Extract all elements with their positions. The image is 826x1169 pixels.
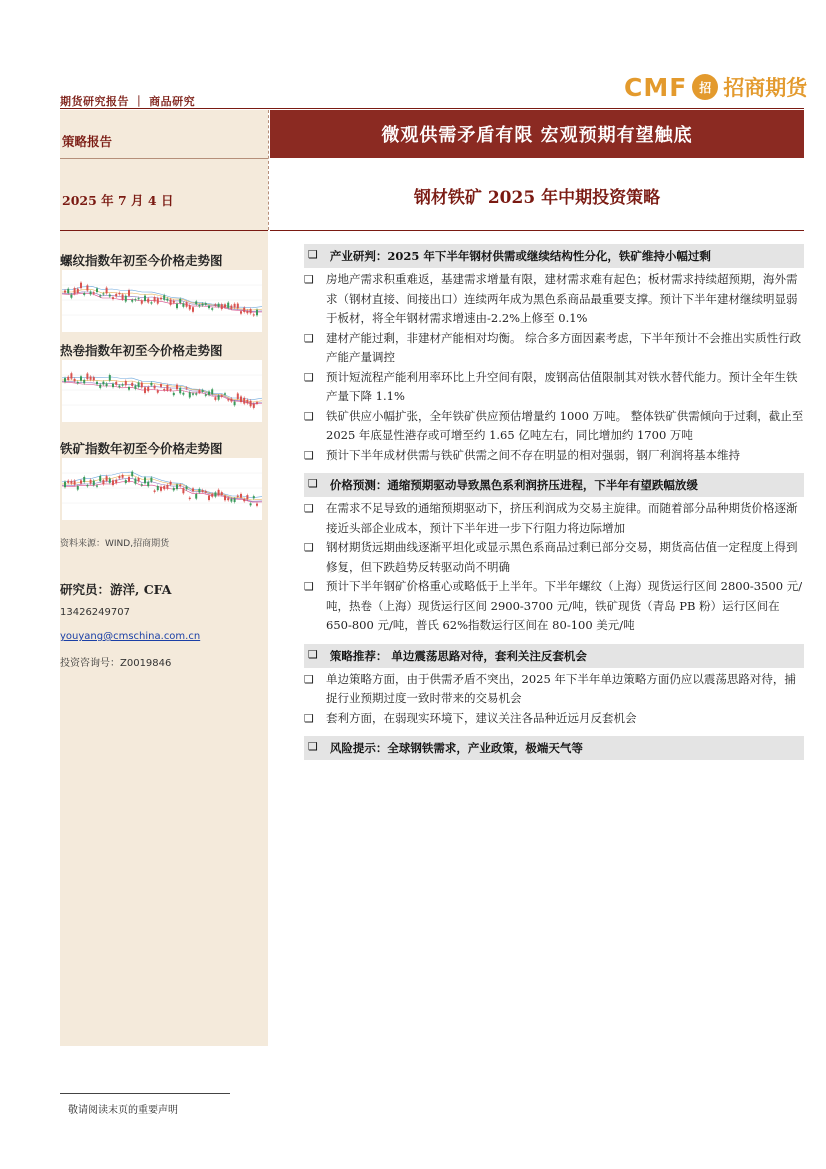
candle-body (86, 285, 88, 290)
analyst-name: 研究员：游洋, CFA (60, 582, 172, 597)
candle-body (186, 487, 188, 490)
candle-body (67, 289, 69, 293)
candle-body (138, 298, 140, 299)
analyst-license: 投资咨询号：Z0019846 (60, 658, 172, 669)
header-rule (60, 108, 804, 109)
list-item-text: 建材产能过剩，非建材产能相对均衡。 综合多方面因素考虑，下半年预计不会推出实质性行政产能产量调控 (326, 330, 802, 364)
report-type: 策略报告 (62, 134, 113, 149)
candle-body (99, 295, 101, 296)
footer-rule (60, 1093, 230, 1094)
candle-body (74, 288, 76, 294)
candle-body (125, 480, 127, 483)
candle-body (202, 490, 204, 492)
candle-body (240, 311, 242, 313)
candle-body (253, 404, 255, 408)
candle-body (163, 389, 165, 390)
candle-body (179, 299, 181, 303)
checkbox-bullet-icon: ❑ (304, 331, 314, 345)
candle-body (189, 392, 191, 397)
candle-body (147, 482, 149, 486)
candle-body (118, 386, 120, 388)
candle-body (173, 488, 175, 490)
candle-body (150, 478, 152, 482)
checkbox-bullet-icon: ❑ (304, 580, 314, 593)
candle-body (112, 480, 114, 485)
candle-body (122, 384, 124, 385)
candle-body (189, 305, 191, 309)
candle-body (80, 376, 82, 380)
candle-body (99, 476, 101, 481)
candle-body (138, 478, 140, 481)
section-heading (304, 244, 804, 268)
candle-body (202, 390, 204, 392)
candle-body (154, 386, 156, 389)
candle-body (64, 378, 66, 382)
candle-body (218, 396, 220, 400)
candle-body (240, 494, 242, 498)
candle-body (109, 478, 111, 482)
candle-body (64, 291, 66, 293)
candle-body (166, 485, 168, 489)
candle-body (106, 476, 108, 481)
candle-body (83, 293, 85, 295)
candle-body (227, 399, 229, 400)
candle-body (83, 477, 85, 482)
candle-body (179, 485, 181, 487)
checkbox-bullet-icon: ❑ (304, 711, 314, 725)
analyst-email-link[interactable]: youyang@cmschina.com.cn (60, 631, 201, 642)
section-heading-text: 策略推荐： 单边震荡思路对待，套利关注反套机会 (329, 648, 587, 663)
candle-body (243, 398, 245, 404)
candle-body (237, 393, 239, 398)
hrc-price-chart (62, 360, 262, 422)
candle-body (170, 482, 172, 485)
list-item-text: 钢材期货远期曲线逐渐平坦化或显示黑色系商品过剩已部分交易，期货高估值一定程度上得到修复，但下跌趋势反转驱动尚不明确 (326, 540, 798, 574)
checkbox-bullet-icon: ❑ (308, 647, 318, 661)
candle-body (70, 481, 72, 484)
candle-body (208, 306, 210, 308)
candle-body (246, 400, 248, 403)
candle-body (112, 297, 114, 299)
candle-body (256, 310, 258, 316)
hrc-chart-title: 热卷指数年初至今价格走势图 (60, 343, 223, 358)
checkbox-bullet-icon: ❑ (304, 502, 314, 515)
candle-body (230, 499, 232, 502)
sidebar-divider (60, 158, 268, 159)
report-title: 微观供需矛盾有限 宏观预期有望触底 (270, 110, 804, 158)
candle-body (67, 481, 69, 483)
candle-body (234, 499, 236, 502)
brand-logo (624, 72, 807, 102)
candle-body (67, 377, 69, 380)
candle-body (147, 299, 149, 303)
candle-body (125, 296, 127, 302)
candle-body (80, 480, 82, 483)
candle-body (118, 293, 120, 294)
candle-body (237, 304, 239, 309)
candle-body (176, 385, 178, 390)
candle-body (186, 388, 188, 389)
checkbox-bullet-icon: ❑ (304, 448, 314, 462)
candle-body (150, 302, 152, 303)
candle-body (70, 295, 72, 298)
candle-body (173, 393, 175, 395)
list-item-text: 套利方面，在弱现实环境下，建议关注各品种近远月反套机会 (326, 710, 637, 725)
candle-body (214, 492, 216, 496)
header-divider (268, 110, 269, 230)
report-subtitle: 钢材铁矿 2025 年中期投资策略 (270, 160, 804, 231)
candle-body (198, 489, 200, 493)
list-item (304, 709, 804, 729)
candle-body (154, 490, 156, 491)
section-heading-text: 价格预测：通缩预期驱动导致黑色系利润挤压进程，下半年有望跌幅放缓 (329, 478, 698, 492)
candle-body (218, 490, 220, 495)
iron-ore-chart-title: 铁矿指数年初至今价格走势图 (60, 441, 223, 456)
checkbox-bullet-icon: ❑ (308, 740, 318, 753)
candle-body (246, 495, 248, 499)
candle-body (211, 308, 213, 310)
candle-body (224, 304, 226, 307)
candle-body (237, 496, 239, 497)
candle-body (122, 475, 124, 478)
candle-body (253, 314, 255, 315)
candle-body (74, 379, 76, 381)
candle-body (195, 301, 197, 304)
list-item (304, 670, 804, 709)
candle-body (106, 383, 108, 386)
rebar-chart-title: 螺纹指数年初至今价格走势图 (60, 253, 223, 268)
list-item-text: 在需求不足导致的通缩预期驱动下，挤压利润成为交易主旋律。而随着部分品种期货价格逐渐接近头部企业成本，预计下半年进一步下行阻力将边际增加 (326, 501, 798, 535)
candle-body (202, 304, 204, 306)
candle-body (195, 494, 197, 499)
candle-body (166, 385, 168, 390)
candle-body (160, 487, 162, 491)
candle-body (195, 393, 197, 394)
candle-body (115, 294, 117, 297)
candle-body (250, 503, 252, 505)
candle-body (83, 380, 85, 383)
candle-body (230, 306, 232, 309)
data-source: 资料来源：WIND,招商期货 (60, 539, 170, 549)
footer-notice: 敬请阅读末页的重要声明 (68, 1105, 178, 1116)
list-item-text: 房地产需求积重难返，基建需求增量有限，建材需求难有起色；板材需求持续超预期，海外需求（钢材直接、间接出口）连续两年成为黑色系商品最重要支撑。预计下半年建材继续明显弱于板材，将全年钢材需求增速由-2.2%上修至 0.1% (326, 272, 798, 325)
candle-body (157, 390, 159, 392)
candle-body (192, 488, 194, 491)
section-gap (304, 728, 804, 736)
candle-body (179, 388, 181, 393)
candle-body (182, 488, 184, 493)
candle-body (80, 283, 82, 288)
candle-body (96, 288, 98, 292)
candle-body (157, 486, 159, 490)
candle-body (256, 504, 258, 506)
logo-en: CMF (624, 72, 688, 102)
main-content (304, 244, 804, 770)
candle-body (189, 498, 191, 499)
candle-body (86, 374, 88, 380)
candle-body (109, 295, 111, 297)
candle-body (214, 304, 216, 305)
candle-body (144, 296, 146, 301)
candle-body (134, 386, 136, 389)
candle-body (211, 494, 213, 497)
section-heading-text: 产业研判：2025 年下半年钢材供需或继续结构性分化，铁矿维持小幅过剩 (329, 249, 711, 263)
candle-body (96, 486, 98, 487)
candle-body (224, 496, 226, 501)
candle-body (131, 472, 133, 477)
candle-body (112, 384, 114, 387)
candle-body (218, 304, 220, 307)
candle-body (240, 396, 242, 402)
checkbox-bullet-icon: ❑ (308, 248, 318, 261)
list-item-text: 预计下半年成材供需与铁矿供需之间不存在明显的相对强弱，钢厂利润将基本维持 (326, 447, 740, 462)
candle-body (176, 485, 178, 490)
candle-body (99, 385, 101, 388)
candle-body (77, 289, 79, 293)
candle-body (170, 389, 172, 391)
candle-body (234, 304, 236, 308)
report-date: 2025 年 7 月 4 日 (62, 193, 174, 208)
candle-body (208, 496, 210, 500)
candle-body (93, 292, 95, 294)
candle-body (93, 377, 95, 380)
checkbox-bullet-icon: ❑ (304, 370, 314, 384)
list-item-text: 单边策略方面，由于供需矛盾不突出，2025 年下半年单边策略方面仍应以震荡思路对待，捕捉行业预期过度一致时带来的交易机会 (326, 671, 796, 705)
candle-body (102, 480, 104, 484)
list-item (304, 499, 804, 538)
candle-body (198, 305, 200, 306)
list-item (304, 407, 804, 446)
candle-body (96, 382, 98, 384)
report-category: 期货研究报告 ｜ 商品研究 (60, 95, 196, 108)
candle-body (214, 397, 216, 400)
candle-body (115, 382, 117, 385)
candle-body (160, 384, 162, 387)
candle-body (109, 375, 111, 381)
candle-body (102, 293, 104, 294)
candle-body (90, 292, 92, 295)
candle-body (118, 476, 120, 478)
section-gap (304, 465, 804, 473)
candle-body (70, 373, 72, 378)
list-item (304, 577, 804, 636)
analyst-phone: 13426249707 (60, 607, 130, 618)
candle-body (77, 382, 79, 383)
candle-body (141, 484, 143, 485)
candle-body (144, 387, 146, 393)
candle-body (205, 303, 207, 305)
candle-body (173, 301, 175, 303)
candle-body (243, 308, 245, 312)
candle-body (157, 298, 159, 304)
candle-body (221, 304, 223, 309)
candle-body (166, 299, 168, 301)
candle-body (224, 393, 226, 394)
candle-body (131, 300, 133, 302)
candle-body (93, 481, 95, 486)
section-heading (304, 644, 804, 668)
candle-body (192, 393, 194, 394)
checkbox-bullet-icon: ❑ (304, 672, 314, 686)
section-heading (304, 473, 804, 497)
candle-body (128, 290, 130, 296)
candle-body (250, 309, 252, 313)
checkbox-bullet-icon: ❑ (304, 273, 314, 286)
candle-body (144, 477, 146, 483)
list-item (304, 446, 804, 466)
candle-body (208, 391, 210, 394)
rebar-price-chart (62, 270, 262, 332)
section-heading-text: 风险提示：全球钢铁需求，产业政策，极端天气等 (329, 741, 583, 755)
candle-body (147, 387, 149, 391)
section-gap (304, 762, 804, 770)
candle-body (86, 485, 88, 486)
candle-body (128, 387, 130, 390)
checkbox-bullet-icon: ❑ (304, 541, 314, 554)
candle-body (141, 383, 143, 388)
chart-background (62, 270, 262, 332)
candle-body (192, 307, 194, 312)
candle-body (205, 491, 207, 492)
candle-body (256, 402, 258, 403)
candle-body (250, 401, 252, 407)
candle-body (253, 496, 255, 498)
candle-body (243, 499, 245, 501)
candle-body (90, 480, 92, 484)
list-item (304, 329, 804, 368)
candle-body (134, 479, 136, 484)
list-item (304, 538, 804, 577)
candle-body (211, 389, 213, 394)
iron-ore-price-chart (62, 458, 262, 520)
candle-body (106, 288, 108, 294)
candle-body (128, 477, 130, 482)
candle-body (205, 394, 207, 395)
candle-body (234, 402, 236, 406)
list-item-text: 铁矿供应小幅扩张，全年铁矿供应预估增量约 1000 万吨。 整体铁矿供需倾向于过剩，截止至 2025 年底显性港存或可增至约 1.65 亿吨左右，同比增加约 1700 万吨 (326, 408, 804, 442)
chart-background (62, 360, 262, 422)
list-item (304, 368, 804, 407)
candle-body (150, 383, 152, 386)
sidebar-rule (60, 230, 268, 231)
list-item-text: 预计下半年钢矿价格重心或略低于上半年。下半年螺纹（上海）现货运行区间 2800-3500 元/吨，热卷（上海）现货运行区间 2900-3700 元/吨，铁矿现货（青岛 PB 粉）运行区间在 650-800 元/吨，普氏 62%指数运行区间在 80-100 美元/吨 (326, 579, 803, 632)
candle-body (170, 299, 172, 304)
logo-cn: 招商期货 (723, 76, 808, 100)
candle-body (134, 299, 136, 300)
candle-body (141, 300, 143, 303)
candle-body (186, 302, 188, 306)
candle-body (163, 295, 165, 300)
candle-body (74, 481, 76, 485)
section-gap (304, 636, 804, 644)
candle-body (246, 311, 248, 314)
candle-body (227, 498, 229, 500)
list-item (304, 270, 804, 329)
candle-body (77, 486, 79, 490)
candle-body (230, 399, 232, 402)
candle-body (115, 480, 117, 483)
list-item-text: 预计短流程产能利用率环比上升空间有限，废钢高估值限制其对铁水替代能力。预计全年生铁产量下降 1.1% (326, 369, 798, 403)
candle-body (163, 486, 165, 489)
candle-body (102, 382, 104, 385)
candle-body (90, 377, 92, 380)
candle-body (227, 303, 229, 308)
candle-body (125, 381, 127, 385)
candle-body (64, 482, 66, 488)
candle-body (154, 297, 156, 301)
candle-body (221, 395, 223, 396)
candle-body (176, 304, 178, 308)
checkbox-bullet-icon: ❑ (308, 477, 318, 490)
candle-body (198, 390, 200, 392)
checkbox-bullet-icon: ❑ (304, 409, 314, 423)
candle-body (182, 303, 184, 306)
section-heading (304, 736, 804, 760)
candle-body (122, 294, 124, 299)
candle-body (131, 383, 133, 386)
logo-mark-icon: 招 (692, 74, 718, 100)
candle-body (160, 298, 162, 300)
candle-body (138, 382, 140, 387)
candle-body (221, 492, 223, 495)
candle-body (182, 393, 184, 395)
